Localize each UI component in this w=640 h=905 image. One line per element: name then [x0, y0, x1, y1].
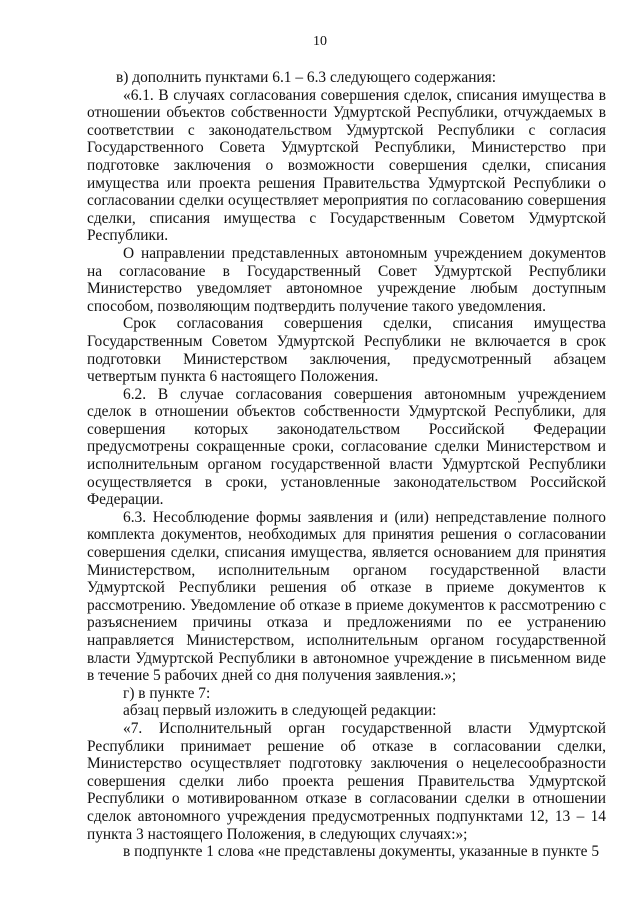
page-number: 10 — [313, 34, 327, 49]
paragraph-intro-v: в) дополнить пунктами 6.1 – 6.3 следующего содержания: — [116, 69, 497, 86]
paragraph-6-1: «6.1. В случаях согласования совершения сделок, списания имущества в отношении объектов собственности Удмуртской Республики, отчуждаемых в соответствии с законодательством Удмуртской Республики с согласия Государственного Совета Удмуртской Республики, Министерство при подготовке заключения о возможности совершения сделки, списания имущества или проекта решения Правительства Удмуртской Республики о согласовании сделки осуществляет мероприятия по согласованию совершения сделки, списания имущества с Государственным Советом Удмуртской Республики. — [87, 86, 606, 245]
paragraph-6-2: 6.2. В случае согласования совершения автономным учреждением сделок в отношении объектов собственности Удмуртской Республики, для совершения которых законодательством Российской Федерации предусмотрены сокращенные сроки, согласование сделки Министерством и исполнительным органом государственной власти Удмуртской Республики осуществляется в сроки, установленные законодательством Российской Федерации. — [87, 385, 606, 509]
paragraph-7: «7. Исполнительный орган государственной власти Удмуртской Республики принимает решение об отказе в согласовании сделки, Министерство осуществляет подготовку заключения о нецелесообразности совершения сделки либо проекта решения Правительства Удмуртской Республики о мотивированном отказе в согласовании сделки в отношении сделок автономного учреждения предусмотренных подпунктами 12, 13 – 14 пункта 3 настоящего Положения, в следующих случаях:»; — [87, 719, 606, 843]
paragraph-term: Срок согласования совершения сделки, списания имущества Государственным Советом Удмуртской Республики не включается в срок подготовки Министерством заключения, предусмотренный абзацем четвертым пункта 6 настоящего Положения. — [87, 315, 606, 386]
paragraph-abzac: абзац первый изложить в следующей редакции: — [123, 702, 437, 720]
document-body — [87, 69, 606, 861]
paragraph-6-3: 6.3. Несоблюдение формы заявления и (или) непредставление полного комплекта документов, необходимых для принятия решения о согласовании совершения сделки, списания имущества, является основанием для принятия Министерством, исполнительным органом государственной власти Удмуртской Республики решения об отказе в приеме документов к рассмотрению. Уведомление об отказе в приеме документов к рассмотрению с разъяснением причины отказа и предложениями по ее устранению направляется Министерством, исполнительным органом государственной власти Удмуртской Республики в автономное учреждение в письменном виде в течение 5 рабочих дней со дня получения заявления.»; — [87, 508, 606, 685]
paragraph-notification: О направлении представленных автономным учреждением документов на согласование в Государственный Совет Удмуртской Республики Министерство уведомляет автономное учреждение любым доступным способом, позволяющим подтвердить получение такого уведомления. — [87, 244, 606, 315]
paragraph-intro-g: г) в пункте 7: — [123, 684, 211, 702]
paragraph-subpoint-1: в подпункте 1 слова «не представлены документы, указанные в пункте 5 — [123, 843, 600, 861]
